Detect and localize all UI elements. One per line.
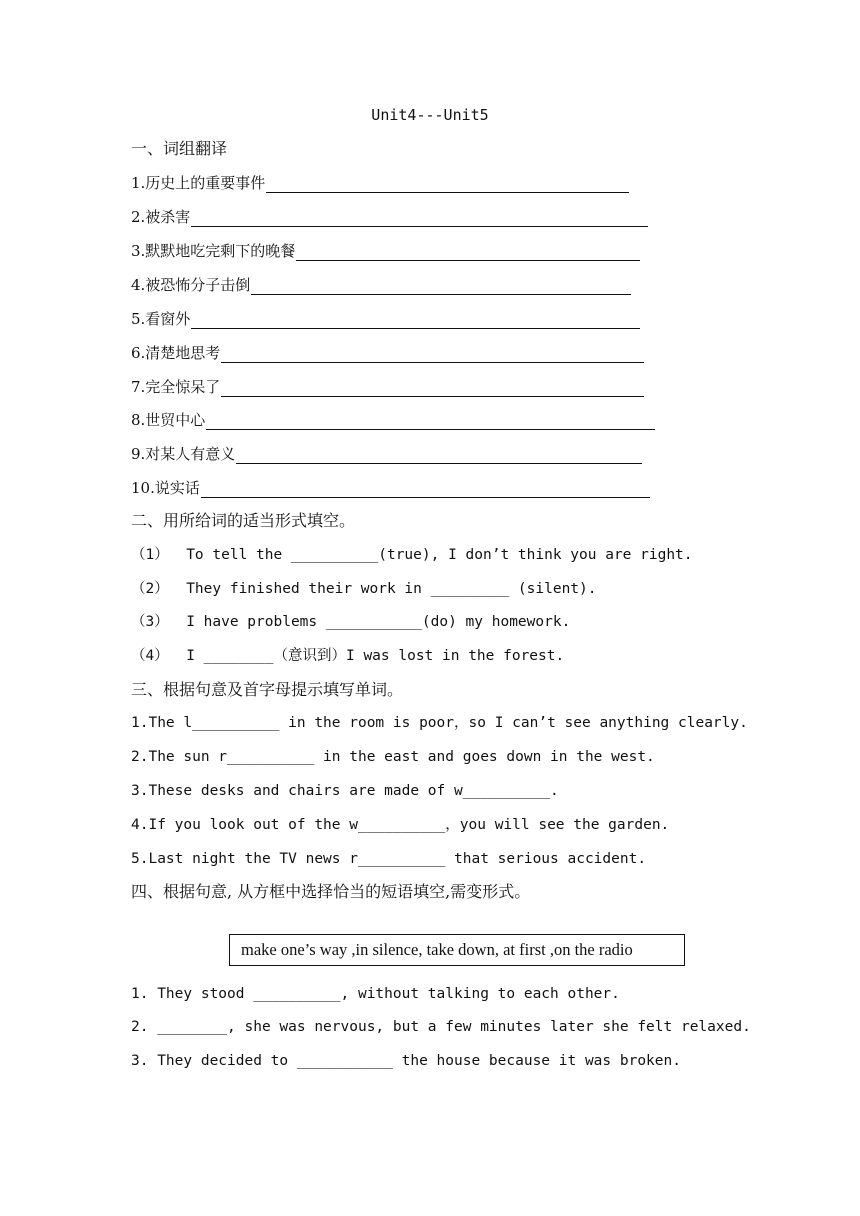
translation-item (131, 309, 640, 329)
translation-item-label: 7.完全惊呆了 (131, 378, 221, 396)
section-1-heading: 一、词组翻译 (131, 139, 228, 158)
initial-letter-item: 3.These desks and chairs are made of w__________. (131, 783, 559, 799)
translation-item (131, 410, 655, 430)
translation-item-label: 5.看窗外 (131, 310, 191, 328)
fill-form-item: （3） I have problems ___________(do) my homework. (131, 614, 571, 630)
phrase-fill-item: 2. ________, she was nervous, but a few minutes later she felt relaxed. (131, 1019, 751, 1035)
initial-letter-item: 1.The l__________ in the room is poor，so I can’t see anything clearly. (131, 715, 748, 731)
answer-line[interactable] (236, 447, 642, 464)
answer-line[interactable] (191, 210, 648, 227)
phrase-word-box: make one’s way ,in silence, take down, at first ,on the radio (229, 934, 685, 966)
translation-item (131, 343, 644, 363)
translation-item (131, 444, 642, 464)
translation-item-label: 8.世贸中心 (131, 411, 206, 429)
translation-item-label: 6.清楚地思考 (131, 344, 221, 362)
initial-letter-item: 2.The sun r__________ in the east and goes down in the west. (131, 749, 655, 765)
translation-item (131, 478, 650, 498)
translation-item-label: 1.历史上的重要事件 (131, 174, 266, 192)
translation-item-label: 4.被恐怖分子击倒 (131, 276, 251, 294)
translation-item (131, 173, 629, 193)
answer-line[interactable] (221, 380, 644, 397)
answer-line[interactable] (296, 244, 640, 261)
phrase-fill-item: 1. They stood __________, without talking to each other. (131, 986, 620, 1002)
section-4-heading: 四、根据句意, 从方框中选择恰当的短语填空,需变形式。 (131, 882, 531, 901)
answer-line[interactable] (266, 176, 629, 193)
fill-form-item: （1） To tell the __________(true), I don’t think you are right. (131, 547, 693, 563)
translation-item-label: 2.被杀害 (131, 208, 191, 226)
initial-letter-item: 4.If you look out of the w__________，you will see the garden. (131, 817, 670, 833)
section-3-heading: 三、根据句意及首字母提示填写单词。 (131, 680, 404, 699)
answer-line[interactable] (206, 413, 655, 430)
translation-item (131, 207, 648, 227)
phrase-fill-item: 3. They decided to ___________ the house because it was broken. (131, 1053, 681, 1069)
translation-item (131, 377, 644, 397)
fill-form-item: （2） They finished their work in _________ (silent). (131, 581, 597, 597)
page-title: Unit4---Unit5 (371, 106, 489, 124)
translation-item-label: 9.对某人有意义 (131, 445, 236, 463)
answer-line[interactable] (221, 346, 644, 363)
translation-item-label: 10.说实话 (131, 479, 200, 497)
answer-line[interactable] (201, 481, 650, 498)
translation-item (131, 241, 640, 261)
answer-line[interactable] (191, 312, 640, 329)
translation-item (131, 275, 631, 295)
translation-item-label: 3.默默地吃完剩下的晚餐 (131, 242, 296, 260)
answer-line[interactable] (251, 278, 631, 295)
section-2-heading: 二、用所给词的适当形式填空。 (131, 511, 356, 530)
initial-letter-item: 5.Last night the TV news r__________ that serious accident. (131, 851, 647, 867)
fill-form-item: （4） I ________（意识到）I was lost in the forest. (131, 648, 565, 664)
